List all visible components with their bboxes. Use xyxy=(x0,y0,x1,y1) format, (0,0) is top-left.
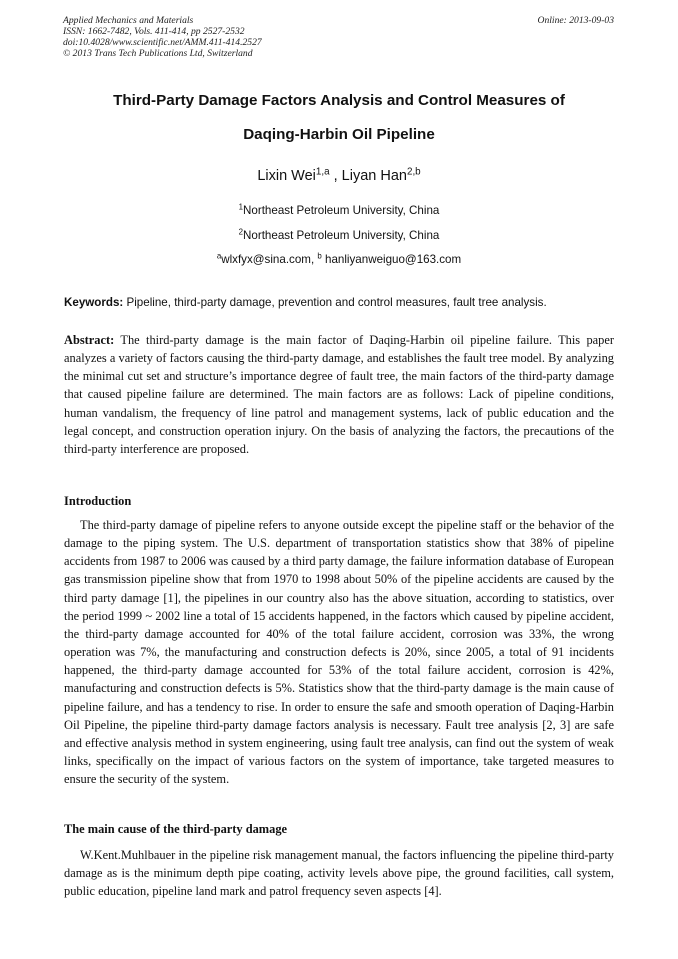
affiliation-text: Northeast Petroleum University, China xyxy=(243,204,440,217)
journal-header xyxy=(63,15,262,59)
copyright-line: © 2013 Trans Tech Publications Ltd, Switzerland xyxy=(63,48,253,59)
keywords-label: Keywords: xyxy=(64,296,124,309)
affiliation-1 xyxy=(40,204,638,217)
journal-name: Applied Mechanics and Materials xyxy=(63,15,194,26)
author-name: Liyan Han xyxy=(341,168,407,184)
abstract-text: The third-party damage is the main factor of Daqing-Harbin oil pipeline failure. This paper analyzes a variety of factors causing the third-party damage, and establishes the fault tree model. By analyzing the minimal cut set and structure’s importance degree of fault tree, the main factors of the third-party damage that caused pipeline failure are determined. The main factors are as follows: Lack of pipeline conditions, human vandalism, the frequency of line patrol and management systems, lack of public education and the legal concept, and construction operation injury. On the basis of analyzing the factors, the precautions of the third-party interference are proposed. xyxy=(64,333,614,456)
issn-line: ISSN: 1662-7482, Vols. 411-414, pp 2527-2532 xyxy=(63,26,245,37)
section-heading-introduction: Introduction xyxy=(64,494,132,508)
abstract xyxy=(64,331,614,458)
main-cause-paragraph: W.Kent.Muhlbauer in the pipeline risk management manual, the factors influencing the pipeline third-party damage as is the minimum depth pipe coating, activity levels above pipe, the ground facilities, call system, public education, pipeline land mark and patrol frequency seven aspects [4]. xyxy=(64,848,614,899)
keywords-text: Pipeline, third-party damage, prevention and control measures, fault tree analysis. xyxy=(123,296,547,309)
author-emails xyxy=(40,253,638,266)
section-heading-main-cause: The main cause of the third-party damage xyxy=(64,822,288,836)
online-date: Online: 2013-09-03 xyxy=(537,15,614,26)
author-superscript: 2,b xyxy=(406,166,421,178)
author-list xyxy=(40,168,638,184)
keywords xyxy=(64,296,614,309)
introduction-paragraph: The third-party damage of pipeline refers to anyone outside except the pipeline staff or the behavior of the damage to the piping system. The U.S. department of transportation statistics show that 38% of pipeline accidents from 1987 to 2006 was caused by a third party damage, the failure information database of European gas transmission pipeline show that from 1970 to 1998 about 50% of the pipeline accidents are caused by the third party damage [1], the pipelines in our country also has the above situation, according to statistics, over the period 1999 ~ 2002 line a total of 15 accidents happened, in the factors which caused by pipeline accident, the third-party damage accounted for 40% of the total failure accident, corrosion was 33%, the wrong operation was 7%, the manufacturing and construction defects is 20%, since 2005, a total of 91 incidents happened, the third-party damage accounted for 53% of the total failure accident, corrosion is 42%, manufacturing and construction defects is 5%. Statistics show that the third-party damage is the main cause of pipeline failure, and has a tendency to rise. In order to ensure the safe and smooth operation of Daqing-Harbin Oil Pipeline, the pipeline third-party damage factors analysis is necessary. Fault tree analysis [2, 3] are safe and effective analysis method in system engineering, using fault tree analysis, can find out the system of weak links, specifically on the impact of various factors on the system of importance, take targeted measures to ensure the security of the system. xyxy=(64,518,614,787)
paper-title-line-2: Daqing-Harbin Oil Pipeline xyxy=(243,126,435,143)
email-link[interactable]: wlxfyx@sina.com, xyxy=(221,253,318,266)
affiliation-text: Northeast Petroleum University, China xyxy=(243,229,440,242)
author-superscript: 1,a xyxy=(315,166,330,178)
author-name: Lixin Wei xyxy=(257,168,316,184)
paper-title-line-1: Third-Party Damage Factors Analysis and Control Measures of xyxy=(113,92,565,109)
abstract-label: Abstract: xyxy=(64,333,115,347)
affiliation-superscript: 2 xyxy=(238,227,244,237)
affiliation-2 xyxy=(40,229,638,242)
email-superscript: a xyxy=(216,251,222,261)
email-link[interactable]: hanliyanweiguo@163.com xyxy=(321,253,462,266)
email-superscript: b xyxy=(317,251,322,261)
author-separator: , xyxy=(329,168,342,184)
doi-line: doi:10.4028/www.scientific.net/AMM.411-414.2527 xyxy=(63,37,262,48)
affiliation-superscript: 1 xyxy=(238,202,244,212)
